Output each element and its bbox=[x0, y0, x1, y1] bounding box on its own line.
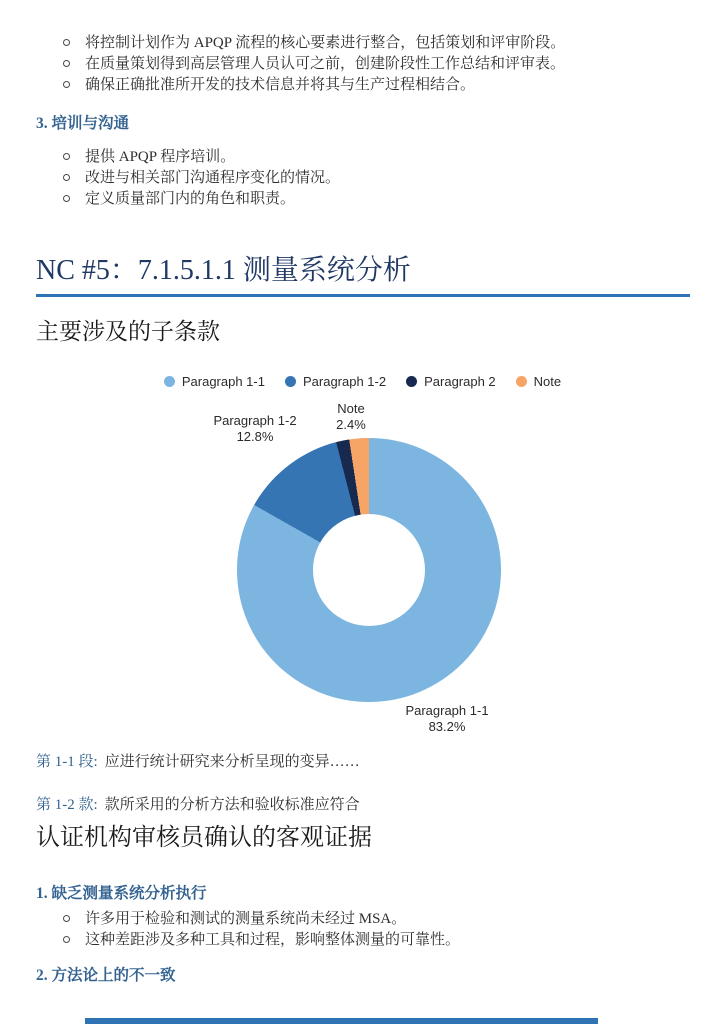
bullet-icon bbox=[63, 915, 70, 922]
legend-item bbox=[285, 374, 386, 389]
paragraph-1-1-line bbox=[36, 752, 360, 773]
bullet-text: 定义质量部门内的角色和职责。 bbox=[85, 191, 296, 207]
bullet-text: 改进与相关部门沟通程序变化的情况。 bbox=[85, 170, 341, 186]
top-bullet-list bbox=[56, 33, 565, 96]
bullet-text: 将控制计划作为 APQP 流程的核心要素进行整合，包括策划和评审阶段。 bbox=[85, 35, 566, 51]
callout-label: Note bbox=[337, 401, 365, 416]
bullet-icon bbox=[63, 195, 70, 202]
callout-label: Paragraph 1-2 bbox=[213, 413, 297, 428]
paragraph-label: 第 1-1 段: bbox=[36, 754, 98, 770]
paragraph-label: 第 1-2 款: bbox=[36, 797, 98, 813]
legend-item bbox=[406, 374, 496, 389]
bullet-item bbox=[56, 909, 460, 930]
nc5-heading: NC #5：7.1.5.1.1 测量系统分析 bbox=[36, 255, 411, 286]
evidence-heading: 认证机构审核员确认的客观证据 bbox=[36, 825, 372, 851]
bullet-item bbox=[56, 54, 565, 75]
legend-label: Note bbox=[533, 374, 562, 389]
callout-value: 12.8% bbox=[236, 429, 274, 444]
bottom-partial-rule bbox=[85, 1018, 598, 1024]
callout-label: Paragraph 1-1 bbox=[405, 703, 489, 718]
bullet-text: 在质量策划得到高层管理人员认可之前，创建阶段性工作总结和评审表。 bbox=[85, 56, 566, 72]
legend-dot-icon bbox=[406, 376, 417, 387]
callout-paragraph-1-1 bbox=[405, 703, 488, 735]
legend-dot-icon bbox=[516, 376, 527, 387]
bullet-icon bbox=[63, 936, 70, 943]
paragraph-text: 应进行统计研究来分析呈现的变异…… bbox=[104, 754, 360, 770]
paragraph-1-2-line bbox=[36, 795, 360, 816]
sub-clauses-heading: 主要涉及的子条款 bbox=[36, 319, 220, 344]
bullet-icon bbox=[63, 60, 70, 67]
legend-label: Paragraph 1-1 bbox=[181, 374, 265, 389]
bullet-icon bbox=[63, 153, 70, 160]
heading-rule bbox=[36, 294, 690, 297]
donut-chart bbox=[237, 438, 501, 702]
bullet-text: 提供 APQP 程序培训。 bbox=[85, 149, 236, 165]
legend-dot-icon bbox=[285, 376, 296, 387]
bullet-item bbox=[56, 75, 565, 96]
bullet-text: 这种差距涉及多种工具和过程，影响整体测量的可靠性。 bbox=[85, 932, 461, 948]
bullet-icon bbox=[63, 39, 70, 46]
section-3-title: 3. 培训与沟通 bbox=[36, 115, 130, 132]
bullet-item bbox=[56, 930, 460, 951]
bullet-item bbox=[56, 189, 340, 210]
finding-2-title: 2. 方法论上的不一致 bbox=[36, 967, 176, 984]
finding-1-title: 1. 缺乏测量系统分析执行 bbox=[36, 885, 207, 902]
bullet-item bbox=[56, 33, 565, 54]
legend-item bbox=[516, 374, 561, 389]
paragraph-text: 款所采用的分析方法和验收标准应符合 bbox=[104, 797, 360, 813]
donut-hole bbox=[313, 514, 425, 626]
finding-1-bullet-list bbox=[56, 909, 460, 951]
callout-value: 2.4% bbox=[336, 417, 366, 432]
legend-label: Paragraph 2 bbox=[424, 374, 496, 389]
section-3-bullet-list bbox=[56, 147, 340, 210]
legend-label: Paragraph 1-2 bbox=[302, 374, 387, 389]
bullet-icon bbox=[63, 81, 70, 88]
callout-value: 83.2% bbox=[428, 719, 466, 734]
legend-dot-icon bbox=[164, 376, 175, 387]
bullet-item bbox=[56, 168, 340, 189]
bullet-text: 确保正确批准所开发的技术信息并将其与生产过程相结合。 bbox=[85, 77, 476, 93]
legend-item bbox=[164, 374, 265, 389]
callout-paragraph-1-2 bbox=[213, 413, 296, 445]
bullet-text: 许多用于检验和测试的测量系统尚未经过 MSA。 bbox=[85, 911, 407, 927]
bullet-icon bbox=[63, 174, 70, 181]
chart-legend bbox=[0, 374, 725, 389]
bullet-item bbox=[56, 147, 340, 168]
callout-note bbox=[336, 401, 366, 433]
